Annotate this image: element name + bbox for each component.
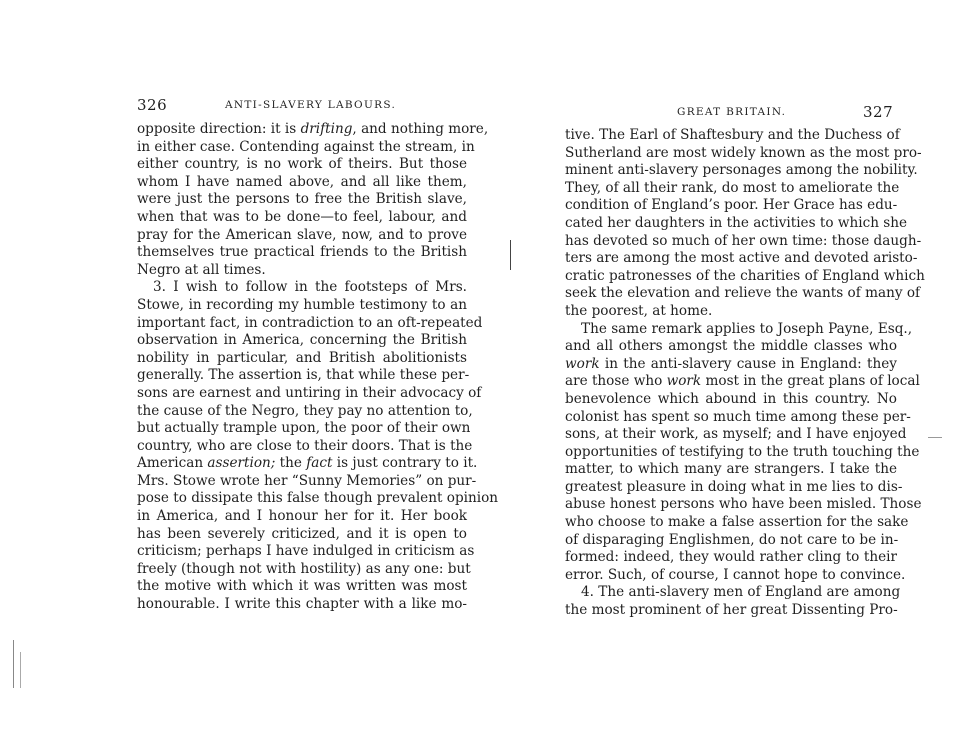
italic-text: drifting: [300, 121, 353, 137]
text-run: the: [275, 455, 307, 472]
text-run: seek the elevation and relieve the wants of many of: [565, 285, 921, 302]
text-run: pose to dissipate this false though prevalent opinion: [137, 490, 499, 507]
text-run: sons, at their work, as myself; and I have enjoyed: [565, 426, 907, 443]
text-line: [565, 127, 900, 145]
text-run: matter, to which many are strangers. I take the: [565, 461, 897, 478]
text-run: either country, is no work of theirs. But those: [137, 156, 467, 173]
text-line: [565, 602, 897, 620]
text-run: the cause of the Negro, they pay no attention to,: [137, 402, 473, 419]
text-run: ters are among the most active and devoted aristo-: [565, 250, 918, 267]
text-line: [137, 279, 467, 297]
text-run: but actually trample upon, the poor of their own: [137, 420, 471, 437]
text-run: Mrs. Stowe wrote her “Sunny Memories” on pur-: [137, 472, 477, 489]
text-line: [565, 532, 897, 550]
text-line: [137, 209, 467, 227]
text-line: [565, 197, 897, 215]
text-run: themselves true practical friends to the British: [137, 244, 467, 261]
text-line: [565, 179, 900, 198]
text-run: cated her daughters in the activities to which she: [565, 214, 908, 231]
text-run: has been severely criticized, and it is open to: [137, 525, 467, 542]
left-page-number: 326: [137, 96, 168, 114]
text-line: [137, 174, 467, 192]
text-run: minent anti-slavery personages among the nobility.: [565, 162, 918, 179]
text-run: the most prominent of her great Dissenting Pro-: [565, 602, 898, 619]
text-run: criticism; perhaps I have indulged in criticism as: [137, 543, 475, 560]
text-line: [137, 490, 499, 508]
text-line: [565, 461, 897, 479]
text-run: most in the great plans of local: [701, 373, 920, 390]
text-run: generally. The assertion is, that while these per-: [137, 367, 470, 384]
text-run: the motive with which it was written was most: [137, 578, 467, 595]
text-run: benevolence which abound in this country. No: [565, 390, 897, 407]
right-page-number: 327: [863, 103, 894, 121]
text-run: when that was to be done—to feel, labour, and: [137, 208, 467, 225]
text-run: were just the persons to free the British slave,: [137, 191, 467, 208]
text-run: greatest pleasure in doing what in me lies to dis-: [565, 478, 903, 495]
text-line: [565, 514, 909, 532]
text-run: important fact, in contradiction to an oft-repeated: [137, 314, 483, 331]
text-line: [565, 391, 897, 409]
text-run: the poorest, at home.: [565, 302, 713, 319]
text-run: opportunities of testifying to the truth touching the: [565, 443, 920, 460]
text-run: in America, and I honour her for it. Her book: [137, 508, 467, 525]
text-line: [137, 262, 467, 280]
text-line: [137, 314, 483, 333]
text-run: country, who are close to their doors. That is the: [137, 437, 473, 454]
text-run: opposite direction: it is: [137, 121, 301, 137]
left-running-title: ANTI-SLAVERY LABOURS.: [225, 99, 397, 111]
italic-text: work: [666, 373, 702, 390]
text-run: sons are earnest and untiring in their advocacy of: [137, 384, 482, 401]
text-run: , and nothing more,: [352, 121, 489, 137]
text-run: Stowe, in recording my humble testimony to an: [137, 296, 467, 313]
margin-dash: [928, 437, 942, 438]
text-line: [137, 560, 471, 579]
text-line: [137, 138, 475, 157]
text-line: [565, 496, 922, 514]
text-line: [137, 121, 489, 139]
right-page: [510, 0, 980, 733]
italic-text: work: [565, 355, 600, 372]
text-run: in either case. Contending against the stream, in: [137, 138, 475, 155]
text-run: colonist has spent so much time among these per-: [565, 408, 911, 425]
text-run: formed: indeed, they would rather cling to their: [565, 549, 897, 566]
text-line: [565, 443, 920, 462]
text-line: [137, 384, 482, 403]
italic-text: assertion;: [207, 455, 276, 472]
text-run: 4. The anti-slavery men of England are among: [581, 584, 901, 601]
text-run: who choose to make a false assertion for the sake: [565, 514, 909, 531]
text-run: are those who: [565, 373, 667, 390]
text-line: [137, 472, 477, 491]
text-line: [565, 426, 907, 444]
text-line: [137, 420, 471, 438]
text-run: is just contrary to it.: [332, 455, 478, 472]
text-line: [137, 350, 467, 368]
text-run: honourable. I write this chapter with a like mo-: [137, 596, 467, 613]
text-run: 3. I wish to follow in the footsteps of Mrs.: [153, 279, 467, 296]
text-line: [137, 543, 475, 561]
text-run: and all others amongst the middle classes who: [565, 338, 897, 355]
text-line: [565, 373, 920, 391]
text-line: [137, 455, 478, 473]
text-run: cratic patronesses of the charities of England which: [565, 267, 925, 284]
page-edge-mark: [20, 652, 21, 688]
text-run: whom I have named above, and all like them,: [137, 173, 467, 190]
text-line: [565, 320, 913, 339]
text-line: [565, 566, 906, 585]
text-line: [137, 578, 467, 596]
text-line: [565, 250, 918, 268]
text-line: [565, 478, 903, 497]
text-run: American: [137, 455, 208, 472]
left-body-text: [137, 121, 499, 614]
text-line: [565, 408, 911, 427]
text-line: [565, 338, 897, 356]
text-run: pray for the American slave, now, and to prove: [137, 226, 467, 243]
text-run: error. Such, of course, I cannot hope to convince.: [565, 566, 906, 583]
text-run: tive. The Earl of Shaftesbury and the Duchess of: [565, 127, 900, 143]
text-line: [137, 191, 467, 209]
text-line: [137, 227, 467, 245]
text-run: The same remark applies to Joseph Payne, Esq.,: [581, 320, 913, 337]
text-run: abuse honest persons who have been misled. Those: [565, 496, 922, 513]
text-line: [137, 244, 467, 262]
text-run: observation in America, concerning the British: [137, 332, 467, 349]
right-running-title: GREAT BRITAIN.: [677, 106, 787, 118]
italic-text: fact: [306, 455, 333, 472]
text-line: [137, 297, 467, 315]
text-line: [137, 332, 467, 350]
text-line: [137, 526, 467, 544]
text-run: in the anti-slavery cause in England: they: [599, 355, 897, 372]
text-line: [137, 508, 467, 526]
text-run: Sutherland are most widely known as the most pro-: [565, 144, 922, 161]
right-body-text: [565, 127, 925, 620]
text-line: [137, 437, 473, 456]
text-run: Negro at all times.: [137, 261, 266, 278]
text-line: [137, 156, 467, 174]
text-run: freely (though not with hostility) as any one: but: [137, 560, 471, 577]
text-line: [565, 303, 897, 321]
text-line: [565, 232, 922, 251]
gutter-mark: [510, 240, 511, 270]
text-line: [565, 144, 922, 163]
text-run: condition of England’s poor. Her Grace has edu-: [565, 197, 898, 214]
text-run: nobility in particular, and British abolitionists: [137, 349, 467, 366]
text-line: [137, 367, 470, 385]
text-line: [565, 162, 918, 180]
text-line: [137, 596, 467, 614]
text-line: [565, 584, 901, 602]
text-line: [565, 549, 897, 567]
text-line: [565, 285, 921, 303]
text-line: [137, 402, 473, 421]
text-run: has devoted so much of her own time: those daugh-: [565, 232, 922, 249]
page-edge-mark: [13, 640, 14, 688]
text-line: [565, 267, 925, 286]
text-run: of disparaging Englishmen, do not care to be in-: [565, 531, 899, 548]
text-line: [565, 214, 908, 233]
text-run: They, of all their rank, do most to ameliorate the: [565, 179, 900, 196]
text-line: [565, 356, 897, 374]
